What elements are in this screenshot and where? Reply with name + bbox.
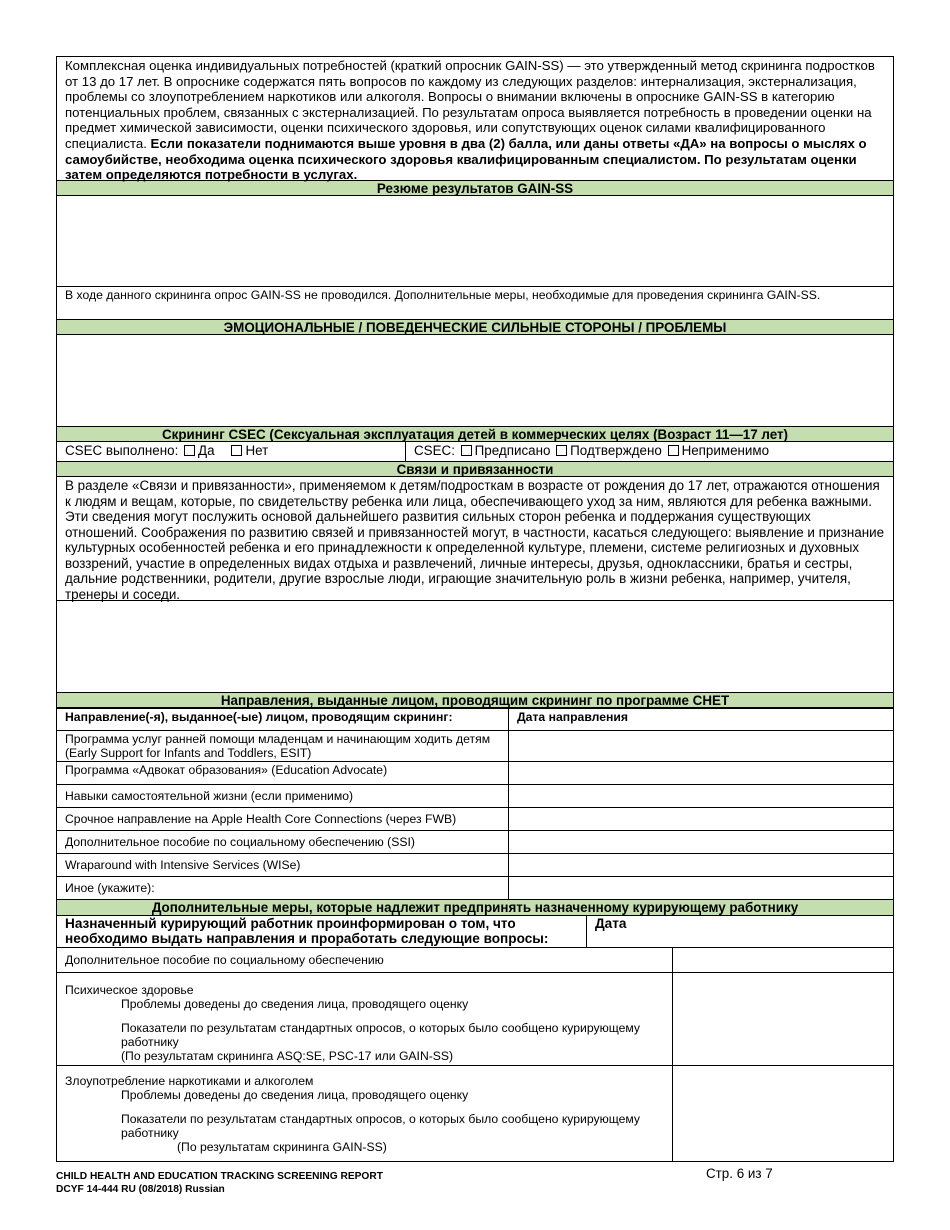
csec-yes-label: Да bbox=[198, 443, 215, 458]
intro-bold-text: Если показатели поднимаются выше уровня в два (2) балла, или даны ответы «ДА» на вопросы о мыслях о самоубийстве, необходима оценка психического здоровья квалифицированным специалистом. По результатам оценки затем определяются потребности в услугах. bbox=[65, 135, 867, 183]
caseworker-header-row bbox=[56, 916, 894, 947]
referral-item: Навыки самостоятельной жизни (если применимо) bbox=[57, 785, 509, 808]
mh-title: Психическое здоровье bbox=[65, 983, 194, 997]
emotional-header: ЭМОЦИОНАЛЬНЫЕ / ПОВЕДЕНЧЕСКИЕ СИЛЬНЫЕ СТОРОНЫ / ПРОБЛЕМЫ bbox=[56, 320, 894, 335]
gain-ss-intro bbox=[56, 56, 894, 183]
referral-item: Программа «Адвокат образования» (Education Advocate) bbox=[57, 762, 509, 785]
page-number: Стр. 6 из 7 bbox=[706, 1166, 773, 1181]
referral-date-field[interactable] bbox=[509, 877, 894, 900]
csec-no-checkbox[interactable] bbox=[231, 445, 242, 456]
referral-item: Иное (укажите): bbox=[57, 877, 509, 900]
gain-ss-note bbox=[56, 286, 894, 320]
referral-date-field[interactable] bbox=[509, 831, 894, 854]
mh-item-2: Показатели по результатам стандартных опросов, о которых было сообщено курирующему работнику bbox=[121, 1021, 641, 1049]
connections-field[interactable] bbox=[56, 601, 894, 692]
report-form bbox=[56, 56, 894, 1162]
csec-done-label: CSEC выполнено: bbox=[65, 443, 179, 458]
referral-item: Срочное направление на Apple Health Core Connections (через FWB) bbox=[57, 808, 509, 831]
referrals-table bbox=[56, 708, 894, 900]
csec-done-cell bbox=[57, 442, 406, 461]
caseworker-mh-item bbox=[57, 973, 673, 1066]
referral-date-field[interactable] bbox=[509, 854, 894, 877]
csec-row bbox=[56, 442, 894, 461]
csec-status-label: CSEC: bbox=[414, 443, 455, 458]
referrals-col1-header: Направление(-я), выданное(-ые) лицом, проводящим скрининг: bbox=[57, 709, 509, 731]
csec-no-label: Нет bbox=[245, 443, 269, 458]
sa-item-1: Проблемы доведены до сведения лица, проводящего оценку bbox=[121, 1088, 469, 1102]
caseworker-table bbox=[56, 947, 894, 1162]
caseworker-header: Дополнительные меры, которые надлежит предпринять назначенному курирующему работнику bbox=[56, 900, 894, 916]
connections-header: Связи и привязанности bbox=[56, 461, 894, 477]
referrals-header: Направления, выданные лицом, проводящим скрининг по программе CHET bbox=[56, 692, 894, 708]
referral-item: Wraparound with Intensive Services (WISe) bbox=[57, 854, 509, 877]
caseworker-date-field[interactable] bbox=[673, 973, 894, 1066]
caseworker-sa-item bbox=[57, 1066, 673, 1162]
referral-item: Дополнительное пособие по социальному обеспечению (SSI) bbox=[57, 831, 509, 854]
sa-item-3: (По результатам скрининга GAIN-SS) bbox=[177, 1140, 387, 1154]
gain-ss-summary-field[interactable] bbox=[56, 196, 894, 286]
referral-date-field[interactable] bbox=[509, 785, 894, 808]
intro-text: Комплексная оценка индивидуальных потребностей (краткий опросник GAIN-SS) — это утвержденный метод скрининга подростков от 13 до 17 лет. В опроснике содержатся пять вопросов по каждому из следующих разделов: интернализация, экстернализация, проблемы со злоупотреблением наркотиков или алкоголя. Вопросы о внимании включены в опроснике GAIN-SS в категорию потенциальных проблем, связанных с экстернализацией. По результатам опроса выявляется потребность в проведении оценки на предмет химической зависимости, оценки психического здоровья, или сопутствующих оценок силами квалифицированного специалиста. bbox=[65, 58, 875, 151]
caseworker-date-field[interactable] bbox=[673, 948, 894, 973]
emotional-field[interactable] bbox=[56, 335, 894, 426]
sa-item-2: Показатели по результатам стандартных опросов, о которых было сообщено курирующему работнику bbox=[121, 1112, 641, 1140]
csec-confirmed-checkbox[interactable] bbox=[556, 445, 567, 456]
referral-date-field[interactable] bbox=[509, 731, 894, 762]
caseworker-ssi-item: Дополнительное пособие по социальному обеспечению bbox=[57, 948, 673, 973]
caseworker-instruction: Назначенный курирующий работник проинформирован о том, что необходимо выдать направления и проработать следующие вопросы: bbox=[57, 916, 587, 947]
referral-date-field[interactable] bbox=[509, 762, 894, 785]
referrals-col2-header: Дата направления bbox=[509, 709, 894, 731]
sa-title: Злоупотребление наркотиками и алкоголем bbox=[65, 1074, 314, 1088]
footer-code: DCYF 14-444 RU (08/2018) Russian bbox=[56, 1184, 225, 1195]
csec-prescribed-label: Предписано bbox=[474, 443, 551, 458]
mh-item-1: Проблемы доведены до сведения лица, проводящего оценку bbox=[121, 997, 469, 1011]
csec-confirmed-label: Подтверждено bbox=[570, 443, 662, 458]
connections-text: В разделе «Связи и привязанности», применяемом к детям/подросткам в возрасте от рождения до 17 лет, отражаются отношения к людям и вещам, которые, по свидетельству ребенка или лица, обеспечивающего уход за ним, являются для ребенка важными. Эти сведения могут послужить основой дальнейшего развития сильных сторон ребенка и поддержания существующих отношений. Соображения по развитию связей и привязанностей могут, в частности, касаться следующего: выявление и признание культурных особенностей ребенка и его принадлежности к определенной культуре, племени, системе религиозных и духовных воззрений, участие в определенных видах отдыха и развлечений, личные интересы, друзья, одноклассники, братья и сестры, дальние родственники, родители, другие взрослые люди, играющие значительную роль в жизни ребенка, например, учителя, тренеры и соседи. bbox=[65, 478, 885, 602]
caseworker-date-field[interactable] bbox=[673, 1066, 894, 1162]
referral-date-field[interactable] bbox=[509, 808, 894, 831]
csec-na-checkbox[interactable] bbox=[668, 445, 679, 456]
gain-ss-header: Резюме результатов GAIN-SS bbox=[56, 180, 894, 196]
connections-description bbox=[56, 477, 894, 601]
csec-prescribed-checkbox[interactable] bbox=[461, 445, 472, 456]
footer-form-id bbox=[56, 1170, 383, 1196]
footer-title: CHILD HEALTH AND EDUCATION TRACKING SCREENING REPORT bbox=[56, 1171, 383, 1182]
csec-status-cell bbox=[406, 442, 893, 461]
mh-item-3: (По результатам скрининга ASQ:SE, PSC-17 или GAIN-SS) bbox=[121, 1049, 454, 1063]
csec-na-label: Неприменимо bbox=[681, 443, 770, 458]
caseworker-date-header: Дата bbox=[595, 916, 627, 931]
referral-item: Программа услуг ранней помощи младенцам и начинающим ходить детям (Early Support for Infants and Toddlers, ESIT) bbox=[57, 731, 509, 762]
gain-ss-note-text: В ходе данного скрининга опрос GAIN-SS не проводился. Дополнительные меры, необходимые для проведения скрининга GAIN-SS. bbox=[65, 288, 821, 302]
csec-header: Скрининг CSEC (Сексуальная эксплуатация детей в коммерческих целях (Возраст 11—17 лет) bbox=[56, 426, 894, 442]
csec-yes-checkbox[interactable] bbox=[184, 445, 195, 456]
